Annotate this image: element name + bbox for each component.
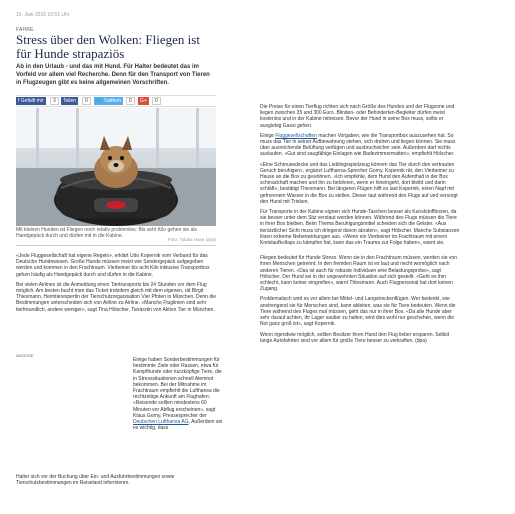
- body-paragraph: Bei vielen Airlines ist die Anmeldung eines Tiertransports bis 24 Stunden vor dem Flug möglich. Am besten bucht man das Ticket trotzdem gleich mit dem eigenen, rät Birgit Thiesmann, Heimtierexpertin der Tierschutzorganisation Vier Pfoten in München. Denn die Bestimmungen unterscheiden sich von Airline zu Airline. «Manche Fluglinien sind sehr tierfreundlich, andere weniger», sagt Tina Hölscher, Tierärztin von Aktion Tier in München.: [16, 281, 217, 313]
- p2-before: Einige: [260, 132, 276, 139]
- body-paragraph: Fliegen bedeutet für Hunde Stress. Wenn sie in den Frachtraum müssen, werden sie von ihren Menschen getrennt. In den fremden Raum ist es laut und riecht womöglich nach anderen Tieren. «Das ist auch für robuste Individuen eine Belastungsprobe», sagt Hölscher. Der Hund sei in der ungewohnten Situation auf sich gestellt. «Geht es ihm schlecht, kann keiner eingreifen», warnt Thiesmann. Auch Flugpersonal hat dort keinen Zugang.: [260, 255, 457, 293]
- body-paragraph: Problematisch wird es vor allem bei Mittel- und Langstreckenflügen. Wer bedenkt, wie anstrengend sie für Menschen sind, kann ableiten, was sie für Tiere bedeuten. Wenn die Tiere während des Fluges mal müssen, geht das nur in ihrer Box. «Da alle Hunde aber sehr darauf achten, ihr Lager sauber zu halten, wird dies wohl nur geschehen, wenn die Not ganz groß ist», sagt Kopernik.: [260, 296, 456, 328]
- twitter-label: Twittern: [103, 98, 122, 104]
- body-paragraph: Wenn irgendwie möglich, sollten Besitzer ihren Hund den Flug lieber ersparen. Selbst lange Autofahrten sind vor allem für große Tiere besser zu verkraften. (dpa): [260, 331, 450, 344]
- body-paragraph: Die Preise für einen Tierflug richten sich nach Größe des Hundes und der Flugzone und liegen zwischen 35 und 300 Euro. Blinden- oder Behinderten-Begleiter dürfen meist kostenlos und in der Kabine mitreisen. Bevor der Hund in seine Box muss, sollte er ausgiebig Gassi gehen.: [260, 104, 455, 129]
- facebook-like-button[interactable]: [16, 97, 46, 105]
- twitter-button[interactable]: [94, 97, 123, 105]
- body-paragraph: «Jede Fluggesellschaft hat eigene Regeln», erklärt Udo Kopernik vom Verband für das Deutsche Hundewesen. Große Hunde müssen meist wie Sondergepäck aufgegeben werden und kommen in den Frachtraum. Vierbeiner bis acht Kilo inklusive Transportbox gehen häufig als Handgepäck durch und dürfen in die Kabine.: [16, 253, 210, 278]
- body-paragraph: «Eine Schmusedecke und das Lieblingsspielzeug können das Tier durch den vertrauten Geruch beruhigen», ergänzt Lufthansa-Sprecher Gorny. Kopernik rät, den Vierbeiner zu Hause an die Box zu gewöhnen. «Ich empfehle, dem Hund den Aufenthalt in der Box schmackhaft machen und ihn zu belohnen, wenn er hineingeht, dort bleibt und darin schläft», bestätigt Thiesmann. Bei längeren Flügen hilft es laut Kopernik, einen Napf mit gefrorenem Wasser in die Box zu stellen. Dieser taut während des Flugs auf und versorgt den Hund mit Trinken.: [260, 161, 458, 205]
- facebook-share-label: Teilen: [63, 98, 77, 104]
- col-text-before: Einige haben Sonderbestimmungen für bestimmte Ziele oder Rassen, etwa für Kampfhunde oder kurzköpfige Tiere, die in Stresssituationen schnell Atemnot bekommen. Bei der Mitnahme im Frachtraum empfiehlt die Lufthansa die rechtzeitige Ankunft am Flughafen: «Reisende sollten mindestens 60 Minuten vor Abflug erscheinen», sagt Klaus Gorny, Pressesprecher der: [133, 357, 222, 419]
- article-photo: [16, 108, 216, 226]
- kicker: FAHRE: [16, 27, 34, 33]
- gplus-label: G+: [140, 98, 147, 104]
- publish-date: 15. Juni 2015 10:51 Uhr: [16, 12, 70, 18]
- share-bar: [16, 95, 216, 107]
- article-lead: Ab in den Urlaub - und das mit Hund. Für Halter bedeutet das im Vorfeld vor allem viel Recherche. Denn für den Transport von Tieren in Flugzeugen gibt es keine allgemeinen Vorschriften.: [16, 64, 210, 86]
- inline-column-paragraph: [133, 357, 223, 431]
- twitter-icon: 🐦: [96, 98, 103, 104]
- left-tail-paragraph: Halter sich vor der Buchung über Ein- und Ausfuhrbestimmungen sowie Tierschutzbestimmungen im Reiseland informieren.: [16, 474, 175, 487]
- facebook-share-count: 0: [82, 97, 91, 105]
- photo-caption: [16, 227, 216, 246]
- gplus-button[interactable]: [138, 97, 149, 105]
- body-paragraph: Für Transporte in der Kabine eignen sich Hunde-Taschen besser als Kunststoffboxen, da sie besser unter dem Sitz verstaut werden können. Während des Flugs müssen die Tiere in ihrer Box bleiben. Beim Thema Beruhigungsmittel scheiden sich die Geister. «Aus tierärztlicher Sicht muss ich dringend davon abraten», sagt Hölscher. Manche Substanzen lösen extreme Nebenwirkungen aus. «Wenn ein Vierbeiner im Frachtraum mit einem Kreislaufkollaps zu kämpfen hat, kann das ein Trauma zur Folge haben», warnt sie.: [260, 209, 460, 247]
- facebook-like-label: Gefällt mir: [20, 98, 44, 104]
- body-paragraph: [260, 133, 460, 158]
- caption-text: Mit kleinen Hunden ist Fliegen noch relativ problemlos: Bis acht Kilo gehen sie als Handgepäck durch und dürfen mit in die Kabine.: [16, 227, 197, 239]
- facebook-share-button[interactable]: [61, 97, 78, 105]
- ad-slot[interactable]: [16, 359, 128, 469]
- facebook-icon: f: [18, 98, 20, 104]
- ad-label: ANZEIGE: [16, 353, 34, 358]
- article-headline: Stress über den Wolken: Fliegen ist für Hunde strapaziös: [16, 32, 200, 61]
- gplus-count: 0: [152, 97, 161, 105]
- fluggesellschaften-link[interactable]: Fluggesellschaften: [275, 132, 317, 139]
- right-body: [260, 104, 460, 344]
- col-text-after: . Außerdem sei es wichtig, dass: [133, 419, 223, 432]
- facebook-like-count: 3: [50, 97, 59, 105]
- left-body: [16, 253, 216, 313]
- twitter-count: 0: [126, 97, 135, 105]
- p2-after: machen Vorgaben, wie die Transportbox auszusehen hat. So muss das Tier in seiner Aufbewahrung stehen, sich drehen und liegen können. Sie muss über ausreichende Belüftung verfügen und ausbruchsicher sein. Außerdem darf nichts auslaufen. «Gut sind saugfähige Einlagen wie Badezimmermatten», empfiehlt Hölscher.: [260, 132, 456, 158]
- lufthansa-link[interactable]: Deutschen Lufthansa AG: [133, 419, 189, 426]
- dog-in-bag-illustration: [16, 108, 216, 226]
- photo-credit: Foto: Tobias Hase (dpa): [168, 237, 216, 242]
